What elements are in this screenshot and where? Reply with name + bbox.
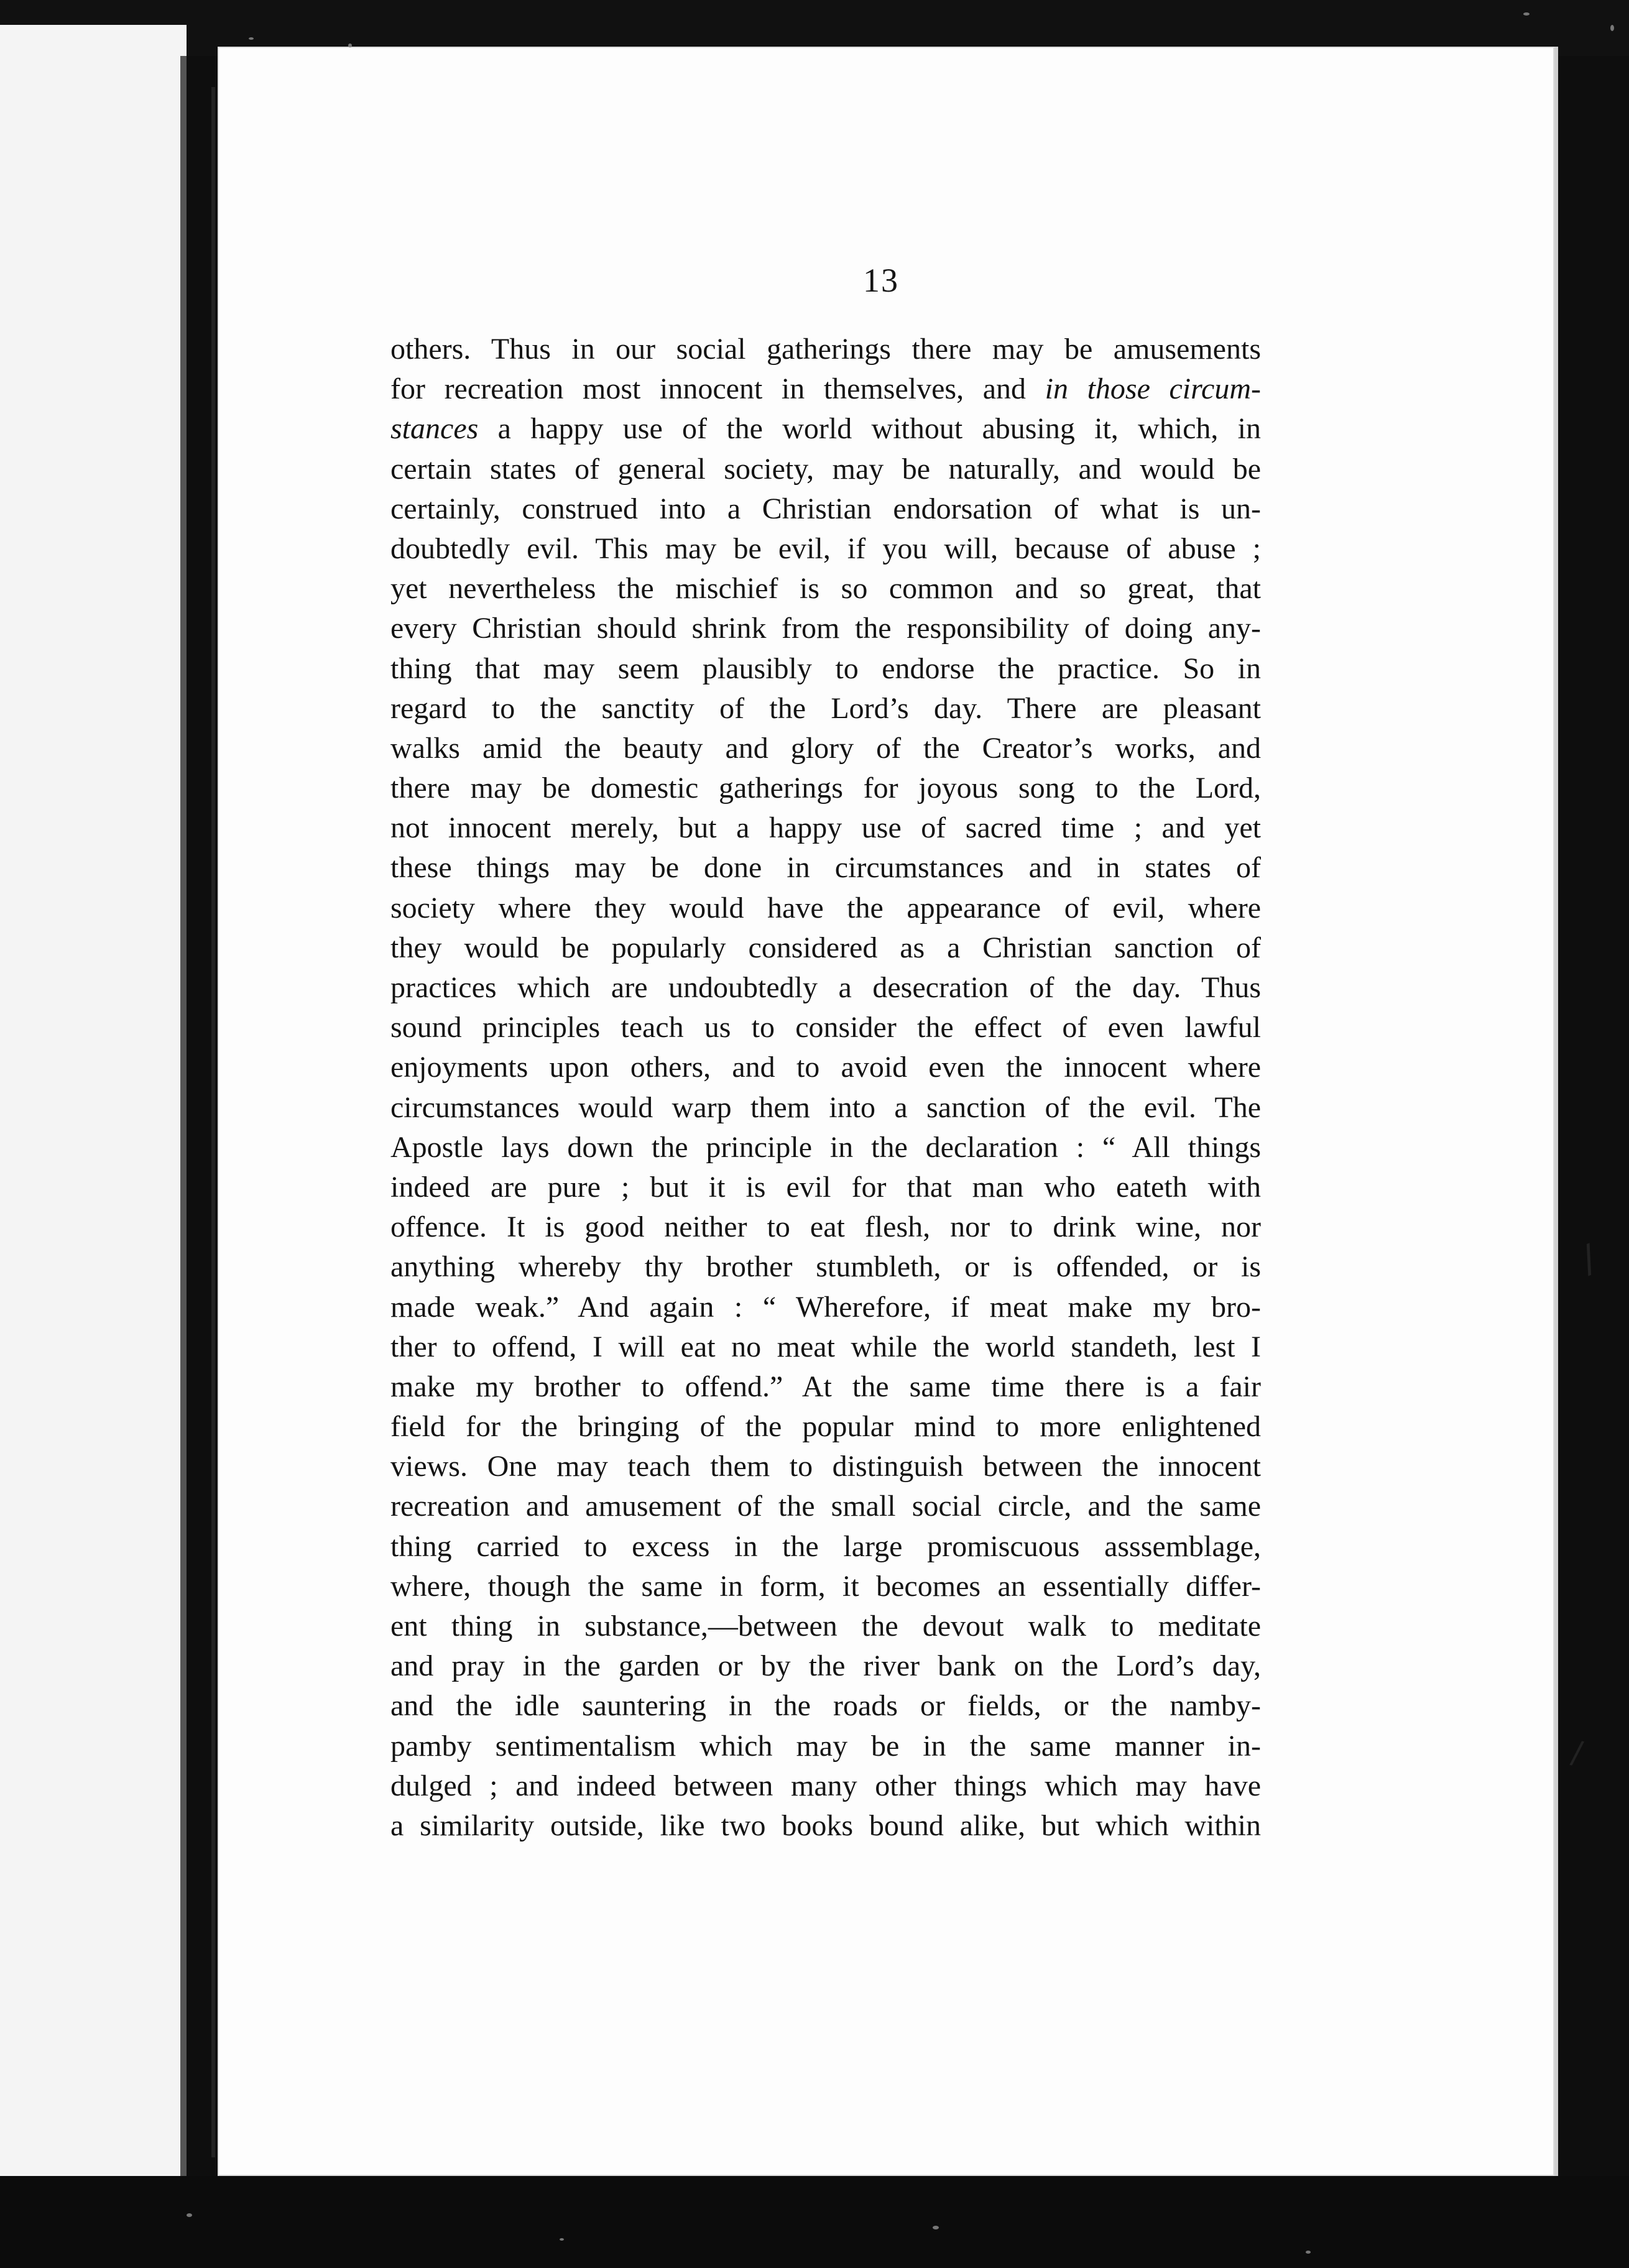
scan-speck <box>1306 2251 1311 2254</box>
text-line <box>390 1207 1261 1247</box>
text-line <box>390 330 1261 369</box>
text-line <box>390 649 1261 689</box>
page-number: 13 <box>863 262 899 299</box>
italic-text: in those circum- <box>1045 372 1261 406</box>
text-segment: ther to offend, I will eat no meat while the world standeth, lest I <box>390 1330 1261 1363</box>
text-segment: make my brother to offend.” At the same time there is a fair <box>390 1370 1261 1403</box>
text-segment: enjoyments upon others, and to avoid even the innocent where <box>390 1051 1261 1084</box>
scan-speck <box>933 2226 939 2229</box>
scan-speck <box>560 2238 564 2241</box>
text-segment: where, though the same in form, it becomes an essentially differ- <box>390 1569 1261 1603</box>
text-line <box>390 1487 1261 1526</box>
text-segment: views. One may teach them to distinguish between the innocent <box>390 1450 1261 1483</box>
text-line <box>390 968 1261 1008</box>
scan-speck <box>348 44 352 47</box>
text-segment: certainly, construed into a Christian endorsation of what is un- <box>390 492 1261 525</box>
text-segment: others. Thus in our social gatherings there may be amusements <box>390 333 1261 366</box>
text-segment: pamby sentimentalism which may be in the same manner in- <box>390 1729 1261 1763</box>
text-segment: there may be domestic gatherings for joyous song to the Lord, <box>390 772 1261 805</box>
text-segment: Apostle lays down the principle in the declaration : “ All things <box>390 1130 1261 1164</box>
text-line <box>390 1407 1261 1447</box>
text-segment: for recreation most innocent in themselves, and <box>390 372 1045 406</box>
text-line <box>390 1527 1261 1567</box>
text-segment: anything whereby thy brother stumbleth, or is offended, or is <box>390 1250 1261 1284</box>
text-line <box>390 1128 1261 1168</box>
text-line <box>390 449 1261 489</box>
text-line <box>390 609 1261 648</box>
text-line <box>390 1088 1261 1128</box>
text-segment: regard to the sanctity of the Lord’s day. There are pleasant <box>390 691 1261 725</box>
text-segment: and the idle sauntering in the roads or fields, or the namby- <box>390 1689 1261 1723</box>
text-line <box>390 1367 1261 1407</box>
text-segment: these things may be done in circumstances and in states of <box>390 851 1261 885</box>
text-segment: sound principles teach us to consider the effect of even lawful <box>390 1011 1261 1044</box>
text-line <box>390 1327 1261 1367</box>
text-segment: recreation and amusement of the small social circle, and the same <box>390 1490 1261 1523</box>
text-segment: not innocent merely, but a happy use of sacred time ; and yet <box>390 811 1261 845</box>
scan-speck <box>249 37 254 40</box>
margin-mark: / <box>1575 1236 1602 1282</box>
previous-page-edge <box>0 25 187 2201</box>
scan-bottom-border <box>0 2176 1629 2268</box>
text-segment: offence. It is good neither to eat flesh, nor to drink wine, nor <box>390 1210 1261 1244</box>
text-segment: field for the bringing of the popular mind to more enlightened <box>390 1410 1261 1444</box>
text-line <box>390 888 1261 928</box>
text-segment: made weak.” And again : “ Wherefore, if meat make my bro- <box>390 1290 1261 1324</box>
text-line <box>390 928 1261 968</box>
scan-speck <box>1523 12 1530 16</box>
text-line <box>390 1567 1261 1606</box>
text-segment: yet nevertheless the mischief is so common and so great, that <box>390 572 1261 606</box>
text-segment: thing carried to excess in the large promiscuous asssemblage, <box>390 1529 1261 1563</box>
book-page <box>218 47 1558 2176</box>
text-line <box>390 489 1261 529</box>
page-gutter-shadow <box>180 56 187 2201</box>
text-line <box>390 1766 1261 1806</box>
text-segment: indeed are pure ; but it is evil for that man who eateth with <box>390 1170 1261 1204</box>
text-segment: society where they would have the appearance of evil, where <box>390 891 1261 924</box>
text-line <box>390 689 1261 729</box>
text-segment: practices which are undoubtedly a desecration of the day. Thus <box>390 971 1261 1004</box>
text-line <box>390 1646 1261 1686</box>
text-line <box>390 848 1261 888</box>
text-line <box>390 1726 1261 1766</box>
text-segment: they would be popularly considered as a Christian sanction of <box>390 931 1261 964</box>
text-segment: walks amid the beauty and glory of the Creator’s works, and <box>390 731 1261 765</box>
text-segment: a happy use of the world without abusing it, which, in <box>478 412 1261 446</box>
text-line <box>390 729 1261 768</box>
scan-speck <box>187 2213 192 2217</box>
text-line <box>390 1247 1261 1287</box>
text-segment: circumstances would warp them into a sanction of the evil. The <box>390 1090 1261 1124</box>
italic-text: stances <box>390 412 479 446</box>
text-line <box>390 569 1261 609</box>
text-segment: dulged ; and indeed between many other things which may have <box>390 1769 1261 1802</box>
body-text <box>390 330 1261 1846</box>
text-segment: and pray in the garden or by the river bank on the Lord’s day, <box>390 1649 1261 1683</box>
text-segment: a similarity outside, like two books bound alike, but which within <box>390 1809 1261 1842</box>
text-segment: every Christian should shrink from the responsibility of doing any- <box>390 612 1261 645</box>
text-line <box>390 1048 1261 1087</box>
text-line <box>390 808 1261 848</box>
text-line <box>390 1447 1261 1487</box>
scan-speck <box>1610 25 1614 31</box>
text-segment: doubtedly evil. This may be evil, if you will, because of abuse ; <box>390 532 1261 565</box>
text-segment: ent thing in substance,—between the devout walk to meditate <box>390 1610 1261 1643</box>
text-line <box>390 1686 1261 1726</box>
text-line <box>390 1806 1261 1846</box>
text-line <box>390 1008 1261 1048</box>
text-segment: thing that may seem plausibly to endorse the practice. So in <box>390 652 1261 685</box>
text-line <box>390 409 1261 449</box>
text-line <box>390 1606 1261 1646</box>
margin-mark: / <box>1569 1733 1585 1772</box>
text-line <box>390 1168 1261 1207</box>
page-gutter-line <box>211 87 215 2157</box>
text-line <box>390 369 1261 409</box>
text-segment: certain states of general society, may be naturally, and would be <box>390 452 1261 486</box>
text-line <box>390 529 1261 569</box>
text-line <box>390 1288 1261 1327</box>
text-line <box>390 768 1261 808</box>
